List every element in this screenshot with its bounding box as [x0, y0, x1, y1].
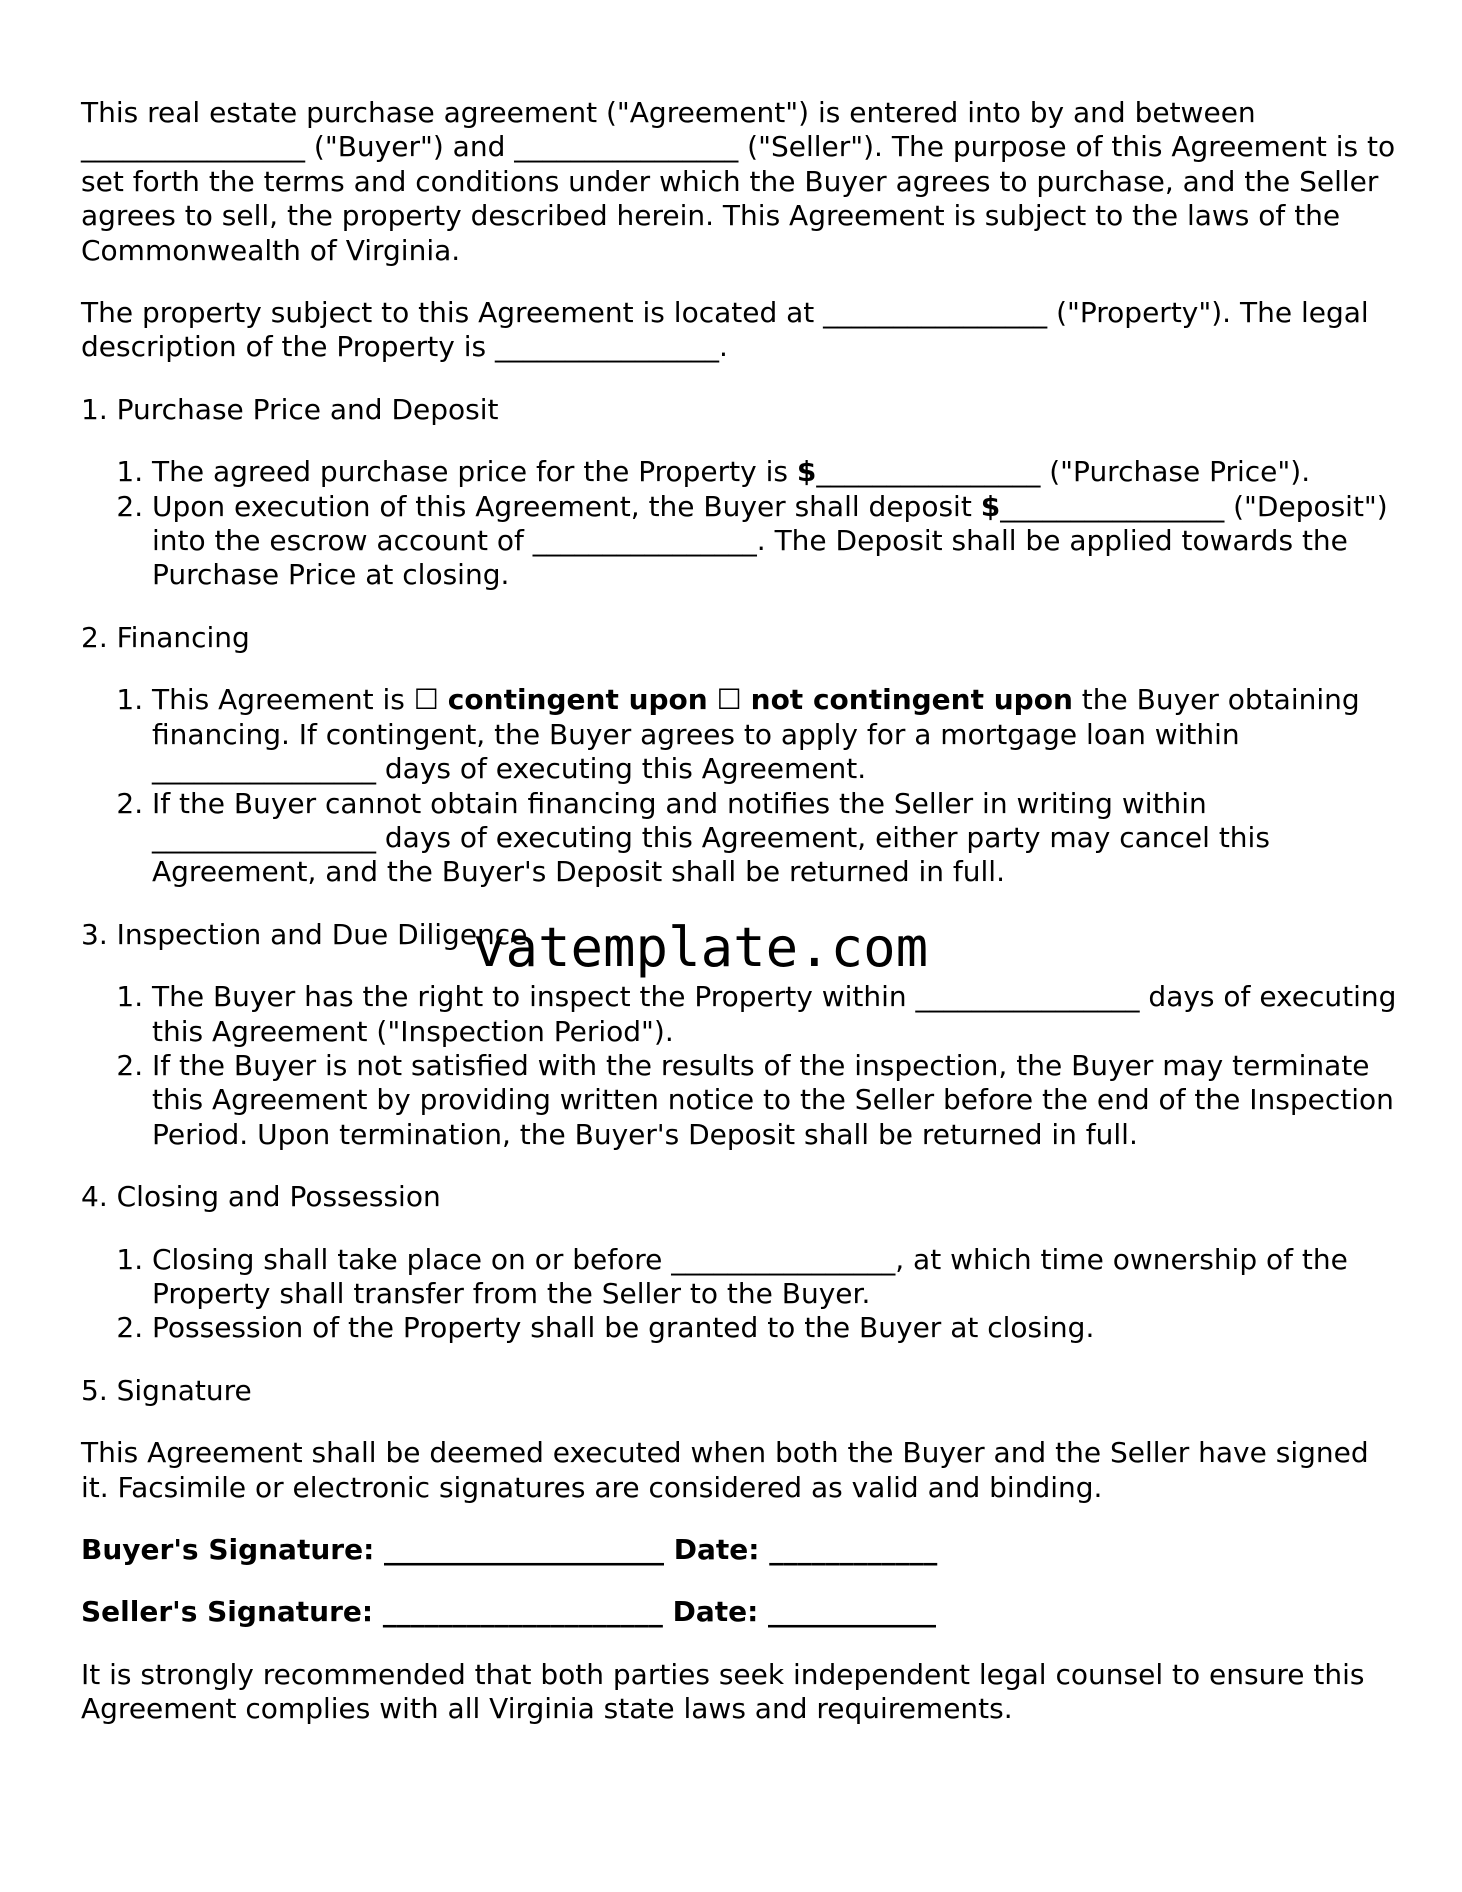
seller-signature-line — [81, 1595, 1401, 1629]
seller-signature-text: Seller's Signature: ____________________ Date: ____________ — [81, 1595, 937, 1629]
section-heading-inspection: 3. Inspection and Due Diligence — [81, 917, 528, 951]
legal-counsel-note: It is strongly recommended that both parties seek independent legal counsel to ensure this Agreement complies with all Virginia state laws and requirements. — [81, 1657, 1365, 1726]
checkbox-glyph: ☐ — [707, 683, 751, 717]
list-item: 2. If the Buyer is not satisfied with the results of the inspection, the Buyer may terminate this Agreement by providing written notice to the Seller before the end of the Inspection Period. Upon termination, the Buyer's Deposit shall be returned in full. — [152, 1049, 1401, 1152]
signature-paragraph: This Agreement shall be deemed executed when both the Buyer and the Seller have signed it. Facsimile or electronic signatures are considered as valid and binding. — [81, 1436, 1369, 1504]
list-item — [152, 490, 1401, 593]
dollar-sign: $ — [980, 489, 1001, 523]
item-text: ________________ ("Deposit") into the escrow account of ________________. The Deposit shall be applied towards the Purchase Price at closing. — [152, 489, 1388, 592]
section-heading-purchase-price: 1. Purchase Price and Deposit — [81, 392, 499, 426]
buyer-signature-line — [81, 1533, 1401, 1567]
closing-list — [81, 1243, 1401, 1346]
contingent-option: contingent upon — [447, 683, 708, 717]
property-paragraph: The property subject to this Agreement is located at ________________ ("Property"). The legal description of the Property is ________________. — [81, 296, 1369, 364]
section-heading-financing: 2. Financing — [81, 620, 250, 654]
dollar-sign: $ — [796, 455, 817, 489]
list-item: 1. The Buyer has the right to inspect the Property within ________________ days of executing this Agreement ("Inspection Period"). — [152, 980, 1401, 1049]
buyer-signature-text: Buyer's Signature: ____________________ Date: ____________ — [81, 1533, 938, 1566]
watermark: vatemplate.com — [473, 916, 929, 979]
list-item: 1. Closing shall take place on or before ________________, at which time ownership of the Property shall transfer from the Seller to the Buyer. — [152, 1243, 1401, 1312]
item-text: the Buyer obtaining financing. If contingent, the Buyer agrees to apply for a mortgage loan within ________________ days of executing this Agreement. — [152, 683, 1360, 786]
list-item: 2. If the Buyer cannot obtain financing and notifies the Seller in writing within ________________ days of executing this Agreement, either party may cancel this Agreement, and the Buyer's Deposit shall be returned in full. — [152, 787, 1401, 890]
financing-list — [81, 683, 1401, 889]
list-item — [152, 455, 1401, 489]
purchase-price-list — [81, 455, 1401, 593]
inspection-list — [81, 980, 1401, 1152]
item-text: ________________ ("Purchase Price"). — [816, 455, 1311, 489]
list-item — [152, 683, 1401, 786]
section-heading-signature: 5. Signature — [81, 1373, 252, 1407]
intro-paragraph: This real estate purchase agreement ("Agreement") is entered into by and between ________________ ("Buyer") and ________________ ("Seller"). The purpose of this Agreement is to set forth the terms and conditions under which the Buyer agrees to purchase, and the Seller agrees to sell, the property described herein. This Agreement is subject to the laws of the Commonwealth of Virginia. — [81, 96, 1396, 267]
item-text: This Agreement is ☐ — [152, 683, 448, 717]
not-contingent-option: not contingent upon — [750, 683, 1073, 717]
section-heading-closing: 4. Closing and Possession — [81, 1180, 441, 1214]
item-text: Upon execution of this Agreement, the Buyer shall deposit — [152, 489, 981, 523]
item-text: The agreed purchase price for the Property is — [152, 455, 797, 489]
list-item: 2. Possession of the Property shall be granted to the Buyer at closing. — [152, 1311, 1401, 1345]
